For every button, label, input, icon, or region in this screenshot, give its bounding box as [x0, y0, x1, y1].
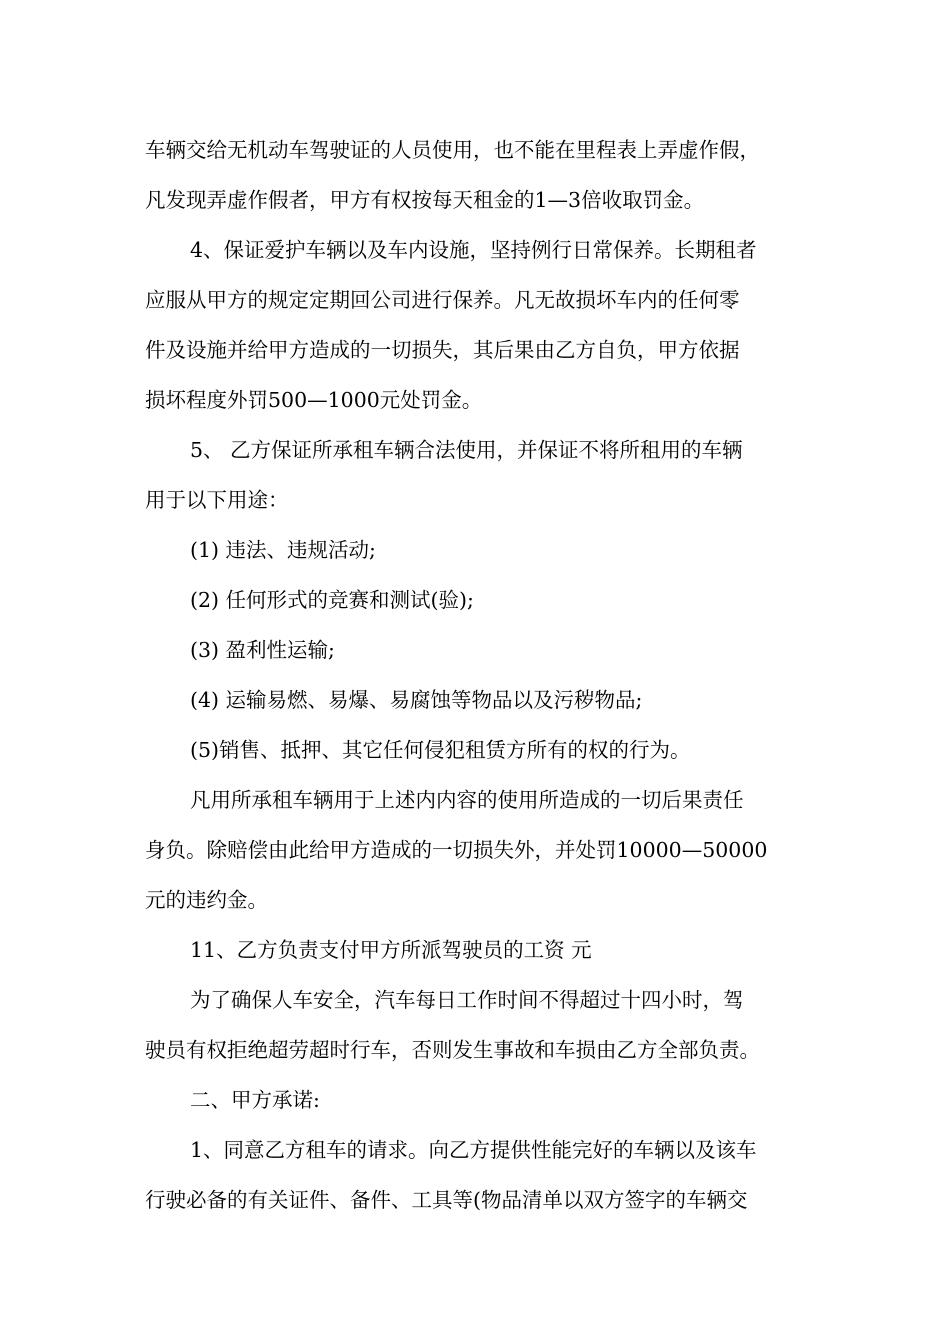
- list-item: (5)销售、抵押、其它任何侵犯租赁方所有的权的行为。: [190, 738, 691, 762]
- text-line: 为了确保人车安全，汽车每日工作时间不得超过十四小时，驾: [190, 988, 744, 1012]
- text-line: 元的违约金。: [145, 888, 268, 912]
- section-heading: 二、甲方承诺:: [190, 1088, 320, 1112]
- text-line: 用于以下用途：: [145, 488, 289, 512]
- text-line: 4、保证爱护车辆以及车内设施，坚持例行日常保养。长期租者: [190, 238, 757, 262]
- list-item: (2) 任何形式的竞赛和测试(验);: [190, 588, 474, 612]
- text-line: 驶员有权拒绝超劳超时行车，否则发生事故和车损由乙方全部负责。: [145, 1038, 760, 1062]
- text-line: 5、 乙方保证所承租车辆合法使用，并保证不将所租用的车辆: [190, 438, 743, 462]
- text-line: 凡用所承租车辆用于上述内内容的使用所造成的一切后果责任: [190, 788, 744, 812]
- text-line: 应服从甲方的规定定期回公司进行保养。凡无故损坏车内的任何零: [145, 288, 740, 312]
- text-line: 车辆交给无机动车驾驶证的人员使用，也不能在里程表上弄虚作假，: [145, 138, 760, 162]
- text-line: 行驶必备的有关证件、备件、工具等(物品清单以双方签字的车辆交: [145, 1188, 748, 1212]
- list-item: (4) 运输易燃、易爆、易腐蚀等物品以及污秽物品;: [190, 688, 643, 712]
- text-line: 损坏程度外罚500—1000元处罚金。: [145, 388, 483, 412]
- list-item: (1) 违法、违规活动;: [190, 538, 376, 562]
- text-line: 身负。除赔偿由此给甲方造成的一切损失外，并处罚10000—50000: [145, 838, 768, 862]
- text-line: 凡发现弄虚作假者，甲方有权按每天租金的1—3倍收取罚金。: [145, 188, 705, 212]
- text-line: 11、乙方负责支付甲方所派驾驶员的工资 元: [190, 938, 592, 962]
- list-item: (3) 盈利性运输;: [190, 638, 335, 662]
- text-line: 1、同意乙方租车的请求。向乙方提供性能完好的车辆以及该车: [190, 1138, 757, 1162]
- text-line: 件及设施并给甲方造成的一切损失，其后果由乙方自负，甲方依据: [145, 338, 740, 362]
